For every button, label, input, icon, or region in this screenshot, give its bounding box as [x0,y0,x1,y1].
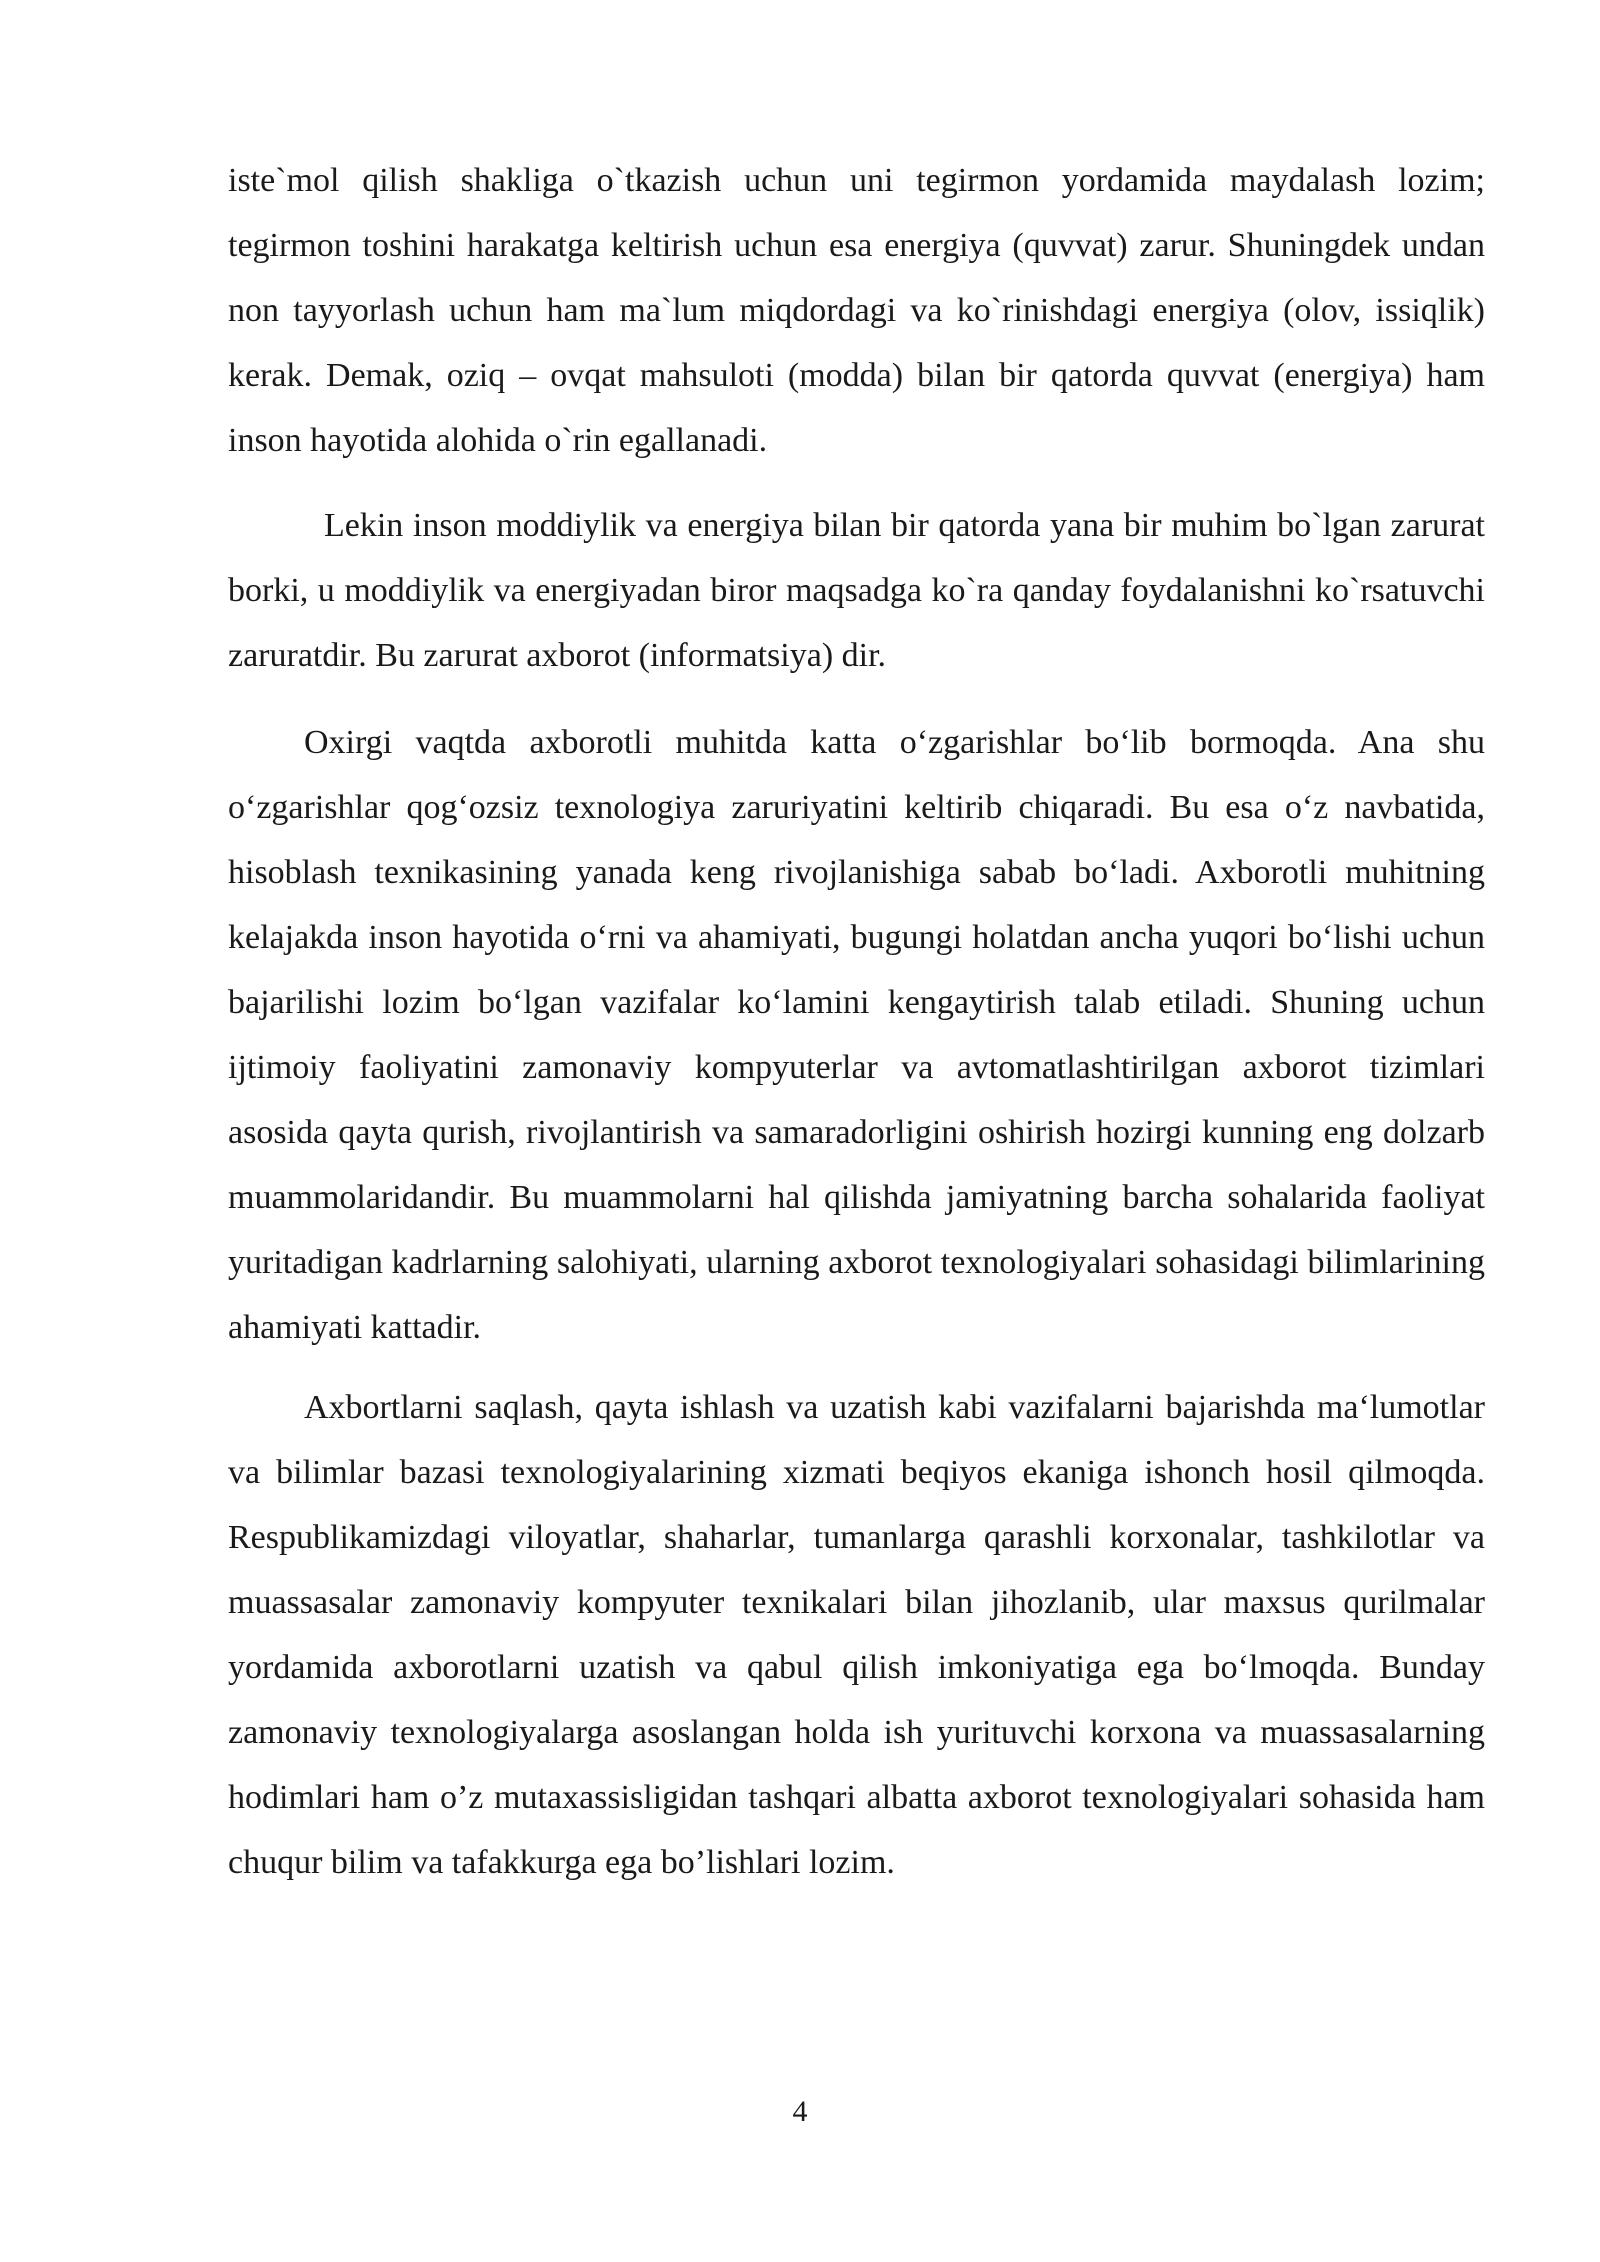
paragraph-2: Lekin inson moddiylik va energiya bilan bir qatorda yana bir muhim bo`lgan zarurat borki, u moddiylik va energiyadan biror maqsadga ko`ra qanday foydalanishni ko`rsatuvchi zaruratdir. Bu zarurat axborot (informatsiya) dir. [228,507,1485,674]
paragraph-3: Oxirgi vaqtda axborotli muhitda katta o‘zgarishlar bo‘lib bormoqda. Ana shu o‘zgarishlar qog‘ozsiz texnologiya zaruriyatini keltirib chiqaradi. Bu esa o‘z navbatida, hisoblash texnikasining yanada keng rivojlanishiga sabab bo‘ladi. Axborotli muhitning kelajakda inson hayotida o‘rni va ahamiyati, bugungi holatdan ancha yuqori bo‘lishi uchun bajarilishi lozim bo‘lgan vazifalar ko‘lamini kengaytirish talab etiladi. Shuning uchun ijtimoiy faoliyatini zamonaviy kompyuterlar va avtomatlashtirilgan axborot tizimlari asosida qayta qurish, rivojlantirish va samaradorligini oshirish hozirgi kunning eng dolzarb muammolaridandir. Bu muammolarni hal qilishda jamiyatning barcha sohalarida faoliyat yuritadigan kadrlarning salohiyati, ularning axborot texnologiyalari sohasidagi bilimlarining ahamiyati kattadir. [228,724,1485,1346]
paragraph-1: iste`mol qilish shakliga o`tkazish uchun uni tegirmon yordamida maydalash lozim; tegirmon toshini harakatga keltirish uchun esa energiya (quvvat) zarur. Shuningdek undan non tayyorlash uchun ham ma`lum miqdordagi va ko`rinishdagi energiya (olov, issiqlik) kerak. Demak, oziq – ovqat mahsuloti (modda) bilan bir qatorda quvvat (energiya) ham inson hayotida alohida o`rin egallanadi. [228,162,1485,459]
body-text [228,148,1485,1895]
paragraph-4: Axbortlarni saqlash, qayta ishlash va uzatish kabi vazifalarni bajarishda ma‘lumotlar va bilimlar bazasi texnologiyalarining xizmati beqiyos ekaniga ishonch hosil qilmoqda. Respublikamizdagi viloyatlar, shaharlar, tumanlarga qarashli korxonalar, tashkilotlar va muassasalar zamonaviy kompyuter texnikalari bilan jihozlanib, ular maxsus qurilmalar yordamida axborotlarni uzatish va qabul qilish imkoniyatiga ega bo‘lmoqda. Bunday zamonaviy texnologiyalarga asoslangan holda ish yurituvchi korxona va muassasalarning hodimlari ham o’z mutaxassisligidan tashqari albatta axborot texnologiyalari sohasida ham chuqur bilim va tafakkurga ega bo’lishlari lozim. [228,1389,1485,1881]
page-number: 4 [792,2095,808,2128]
